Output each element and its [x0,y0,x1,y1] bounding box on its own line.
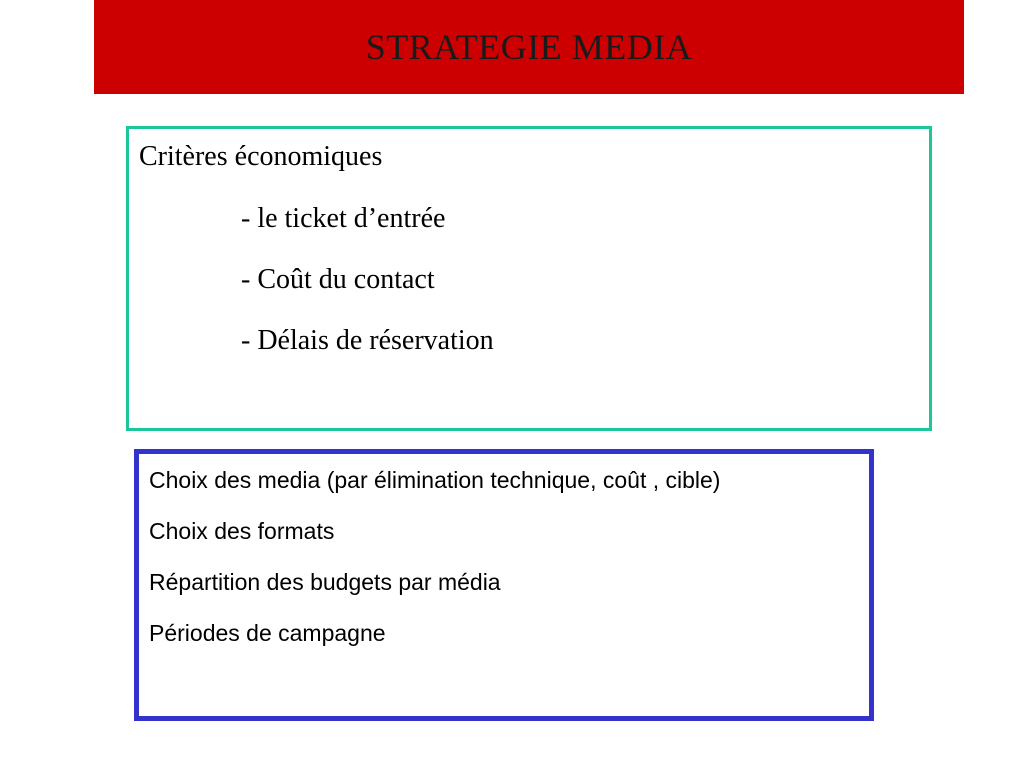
title-bar [94,0,964,94]
criteria-list [241,203,494,386]
choices-item: Répartition des budgets par média [149,569,501,595]
criteria-item: - le ticket d’entrée [241,203,446,234]
criteria-box [126,126,932,431]
choices-item: Choix des formats [149,518,335,544]
criteria-item: - Délais de réservation [241,325,494,356]
choices-list [149,466,720,670]
choices-item: Périodes de campagne [149,620,386,646]
choices-box [134,449,874,721]
choices-item: Choix des media (par élimination technique, coût , cible) [149,467,721,493]
criteria-item: - Coût du contact [241,264,435,295]
slide-title: STRATEGIE MEDIA [365,27,693,67]
criteria-heading: Critères économiques [139,141,383,172]
